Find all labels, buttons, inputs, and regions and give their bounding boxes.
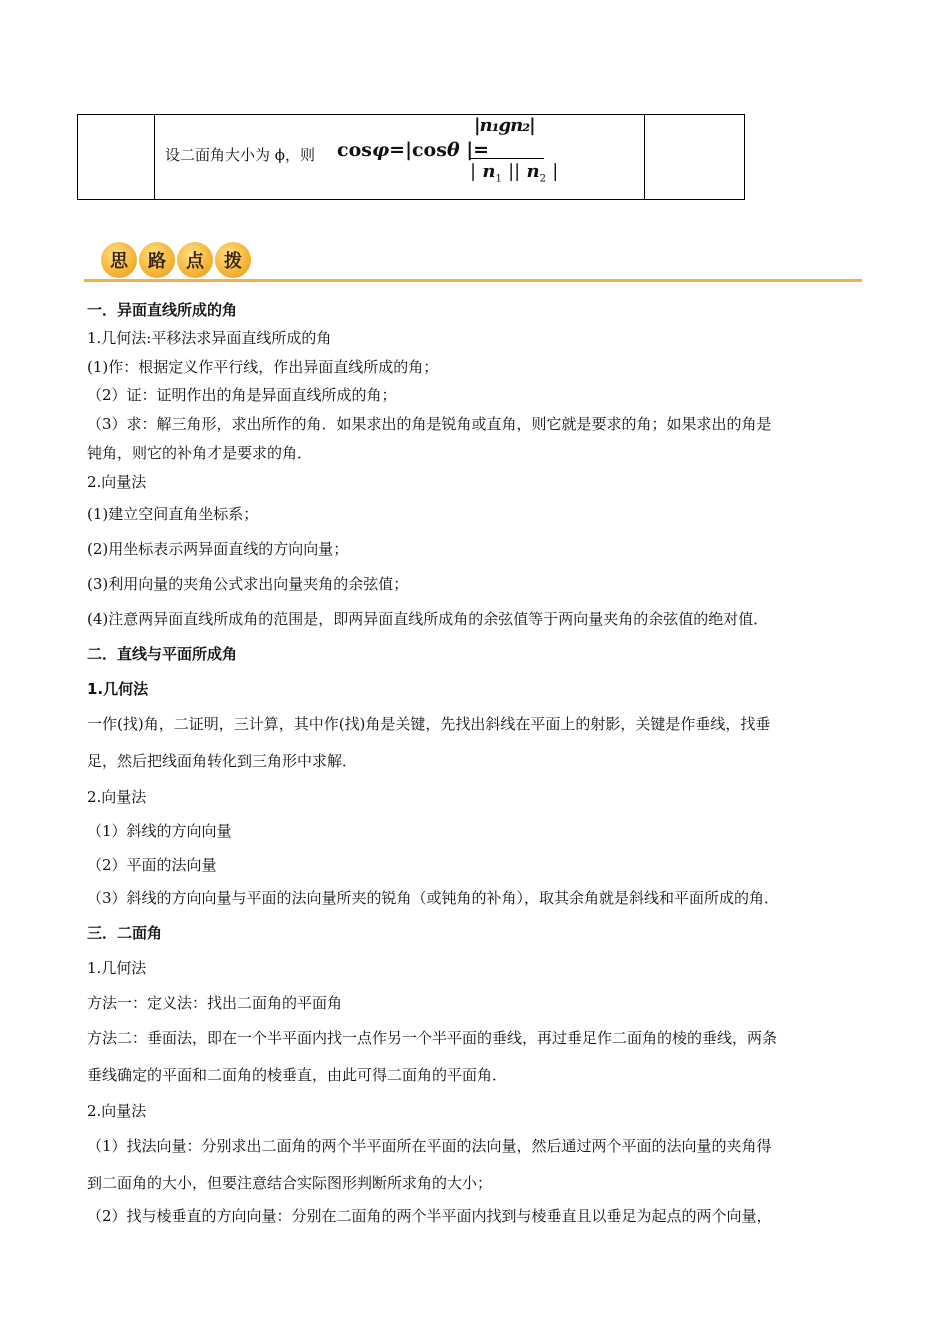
formula-eq2: |=: [459, 139, 490, 161]
header-char: 路: [139, 242, 175, 278]
formula-phi: φ: [371, 139, 390, 161]
text-line: （3）斜线的方向向量与平面的法向量所夹的锐角（或钝角的补角），取其余角就是斜线和平面所成的角．: [87, 889, 780, 907]
cos-formula: [337, 139, 489, 161]
text-line: 一作(找)角，二证明，三计算，其中作(找)角是关键，先找出斜线在平面上的射影，关键是作垂线，找垂: [87, 715, 771, 733]
text-line: （1）斜线的方向向量: [87, 822, 232, 840]
header-char: 点: [177, 242, 213, 278]
text-line: 2.向量法: [87, 473, 147, 491]
text-line: (1)作：根据定义作平行线，作出异面直线所成的角；: [87, 358, 439, 376]
formula-eq1: =|cos: [389, 139, 447, 161]
text-line: 足，然后把线面角转化到三角形中求解．: [87, 752, 358, 770]
text-line: 钝角，则它的补角才是要求的角．: [87, 444, 313, 462]
fraction-denominator: | $n_1$ || $n_2$ |: [470, 161, 559, 185]
text-line: (2)用坐标表示两异面直线的方向向量；: [87, 540, 349, 558]
text-line: （2）证：证明作出的角是异面直线所成的角；: [87, 386, 397, 404]
text-line: (3)利用向量的夹角公式求出向量夹角的余弦值；: [87, 575, 409, 593]
header-char: 思: [101, 242, 137, 278]
text-line: 2.向量法: [87, 788, 147, 806]
text-line: 方法一：定义法：找出二面角的平面角: [87, 994, 343, 1012]
subheading: 1.几何法: [87, 680, 149, 698]
fraction-numerator: |n₁gn₂|: [474, 115, 535, 136]
text-line: （2）平面的法向量: [87, 856, 217, 874]
heading-3: 三．二面角: [87, 924, 163, 942]
fraction-bar: [470, 158, 544, 159]
formula-table: [77, 114, 745, 200]
text-line: （1）找法向量：分别求出二面角的两个半平面所在平面的法向量，然后通过两个平面的法向量的夹角得: [87, 1137, 772, 1155]
text-line: (1)建立空间直角坐标系；: [87, 505, 259, 523]
table-divider: [644, 115, 645, 199]
text-line: 2.向量法: [87, 1102, 147, 1120]
heading-2: 二．直线与平面所成角: [87, 645, 238, 663]
text-line: 垂线确定的平面和二面角的棱垂直，由此可得二面角的平面角．: [87, 1066, 508, 1084]
text-line: 到二面角的大小，但要注意结合实际图形判断所求角的大小；: [87, 1174, 493, 1192]
text-line: （3）求：解三角形，求出所作的角．如果求出的角是锐角或直角，则它就是要求的角；如果求出的角是: [87, 415, 772, 433]
text-line: （2）找与棱垂直的方向向量：分别在二面角的两个半平面内找到与棱垂直且以垂足为起点的两个向量，: [87, 1207, 772, 1225]
text-line: 方法二：垂面法，即在一个半平面内找一点作另一个半平面的垂线，再过垂足作二面角的棱的垂线，两条: [87, 1029, 778, 1047]
text-line: (4)注意两异面直线所成角的范围是，即两异面直线所成角的余弦值等于两向量夹角的余弦值的绝对值．: [87, 610, 769, 628]
formula-cos: cos: [337, 139, 372, 161]
text-line: 1.几何法: [87, 959, 147, 977]
table-divider: [154, 115, 155, 199]
section-header-rule: [84, 279, 862, 282]
formula-theta: θ: [446, 139, 460, 161]
table-cell-text: 设二面角大小为 ϕ，则: [165, 146, 315, 164]
header-char: 拨: [215, 242, 251, 278]
text-line: 1.几何法:平移法求异面直线所成的角: [87, 329, 332, 347]
heading-1: 一．异面直线所成的角: [87, 301, 238, 319]
